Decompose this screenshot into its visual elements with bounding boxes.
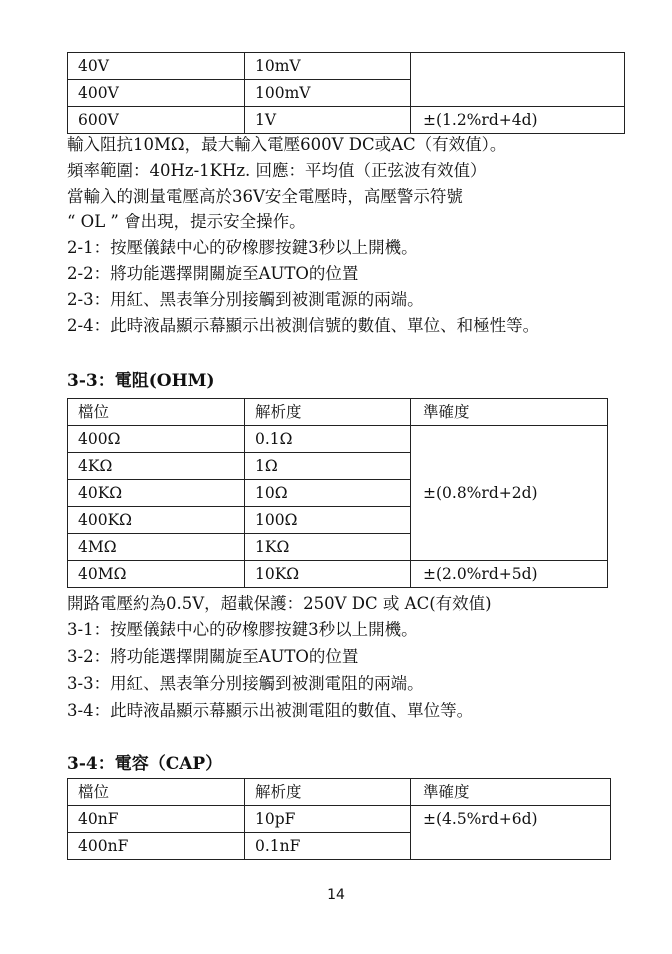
resolution-cell: 1V (245, 107, 411, 134)
table-row (68, 53, 625, 80)
resolution-cell: 10KΩ (245, 561, 411, 588)
resolution-cell: 0.1Ω (245, 426, 411, 453)
resolution-cell: 1KΩ (245, 534, 411, 561)
header-accuracy: 準確度 (411, 779, 611, 806)
accuracy-cell: ±(1.2%rd+4d) (411, 107, 625, 134)
accuracy-cell: ±(4.5%rd+6d) (411, 806, 611, 860)
header-resolution: 解析度 (245, 399, 411, 426)
voltage-note: 輸入阻抗10MΩ，最大輸入電壓600V DC或AC（有效值）。 (67, 135, 507, 154)
range-cell: 400nF (68, 833, 245, 860)
accuracy-cell (411, 53, 625, 107)
table-header-row (68, 399, 608, 426)
accuracy-cell: ±(2.0%rd+5d) (411, 561, 608, 588)
ohm-step: 3-2：將功能選擇開關旋至AUTO的位置 (67, 647, 359, 666)
resolution-cell: 10pF (245, 806, 411, 833)
header-resolution: 解析度 (245, 779, 411, 806)
range-cell: 400KΩ (68, 507, 245, 534)
ohm-note: 開路電壓約為0.5V，超載保護：250V DC 或 AC(有效值) (67, 594, 492, 613)
range-cell: 40V (68, 53, 245, 80)
voltage-note: “ OL ” 會出現，提示安全操作。 (67, 212, 306, 231)
resolution-cell: 1Ω (245, 453, 411, 480)
range-cell: 40nF (68, 806, 245, 833)
table-row (68, 806, 611, 833)
table-row (68, 107, 625, 134)
cap-heading: 3-4：電容（CAP） (67, 754, 223, 774)
header-range: 檔位 (68, 779, 245, 806)
range-cell: 40MΩ (68, 561, 245, 588)
resolution-cell: 0.1nF (245, 833, 411, 860)
voltage-step: 2-3：用紅、黑表筆分別接觸到被測電源的兩端。 (67, 290, 424, 309)
page-number: 14 (327, 887, 345, 903)
ohm-step: 3-4：此時液晶顯示幕顯示出被測電阻的數值、單位等。 (67, 701, 474, 720)
voltage-step: 2-4：此時液晶顯示幕顯示出被測信號的數值、單位、和極性等。 (67, 316, 540, 335)
cap-table (67, 778, 611, 860)
range-cell: 40KΩ (68, 480, 245, 507)
ohm-step: 3-3：用紅、黑表筆分別接觸到被測電阻的兩端。 (67, 674, 424, 693)
resolution-cell: 100Ω (245, 507, 411, 534)
voltage-note: 當輸入的測量電壓高於36V安全電壓時，高壓警示符號 (67, 187, 463, 206)
ohm-heading: 3-3：電阻(OHM) (67, 371, 215, 391)
range-cell: 400Ω (68, 426, 245, 453)
ohm-step: 3-1：按壓儀錶中心的矽橡膠按鍵3秒以上開機。 (67, 620, 418, 639)
header-range: 檔位 (68, 399, 245, 426)
resolution-cell: 10mV (245, 53, 411, 80)
table-header-row (68, 779, 611, 806)
table-row (68, 561, 608, 588)
resolution-cell: 10Ω (245, 480, 411, 507)
voltage-note: 頻率範圍：40Hz-1KHz. 回應：平均值（正弦波有效值） (67, 161, 487, 180)
accuracy-cell: ±(0.8%rd+2d) (411, 426, 608, 561)
range-cell: 600V (68, 107, 245, 134)
voltage-step: 2-2：將功能選擇開關旋至AUTO的位置 (67, 264, 359, 283)
voltage-table (67, 52, 625, 134)
table-row (68, 426, 608, 453)
range-cell: 400V (68, 80, 245, 107)
voltage-step: 2-1：按壓儀錶中心的矽橡膠按鍵3秒以上開機。 (67, 238, 418, 257)
range-cell: 4KΩ (68, 453, 245, 480)
range-cell: 4MΩ (68, 534, 245, 561)
header-accuracy: 準確度 (411, 399, 608, 426)
ohm-table (67, 398, 608, 588)
resolution-cell: 100mV (245, 80, 411, 107)
